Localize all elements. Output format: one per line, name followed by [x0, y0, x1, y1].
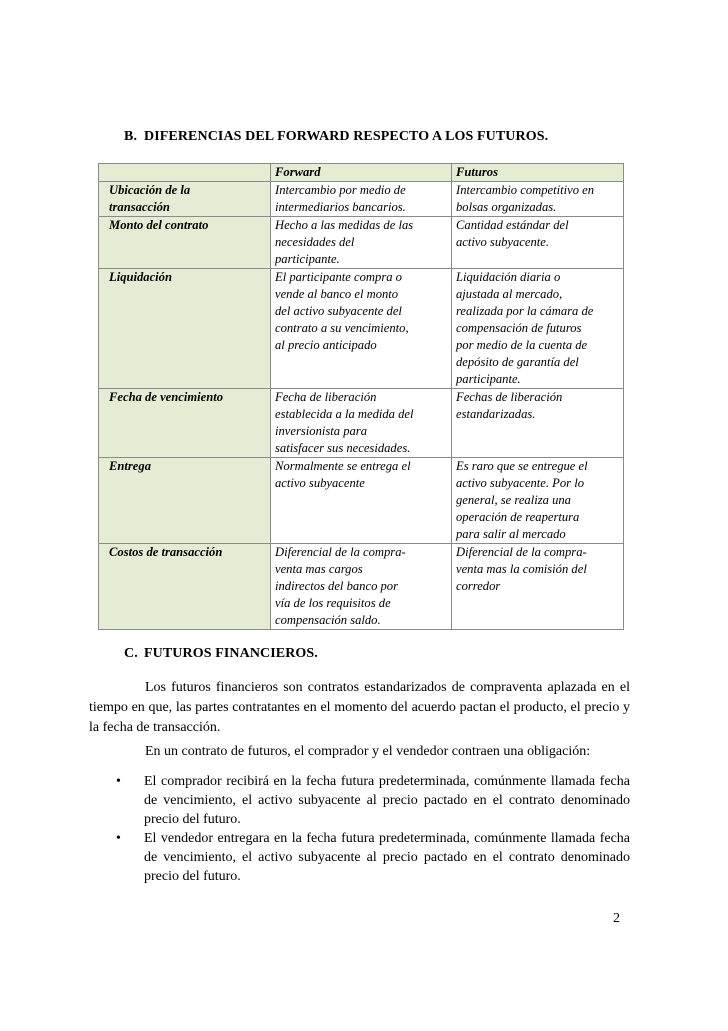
cell-line: intermediarios bancarios. — [275, 200, 406, 214]
paragraph-futuros-definition: Los futuros financieros son contratos estandarizados de compraventa aplazada en el tiempo en que, las partes contratantes en el momento del acuerdo pactan el producto, el precio y la fecha de transacción. — [89, 680, 630, 735]
cell-line: Intercambio competitivo en — [456, 183, 595, 197]
cell-line: realizada por la cámara de — [456, 304, 594, 318]
cell-line: Es raro que se entregue el — [456, 459, 588, 473]
forward-cell — [271, 269, 452, 389]
futures-cell — [452, 217, 624, 269]
row-label-cell — [99, 458, 271, 544]
section-b-letter: B. — [124, 129, 138, 144]
cell-line: Fechas de liberación — [456, 390, 563, 404]
table-row — [99, 217, 624, 269]
cell-line: vende al banco el monto — [275, 287, 399, 301]
table-header-cell-empty — [99, 164, 271, 182]
cell-line: Ubicación de la — [109, 183, 191, 197]
cell-line: vía de los requisitos de — [275, 596, 391, 610]
cell-line: Costos de transacción — [109, 545, 223, 559]
cell-line: Cantidad estándar del — [456, 218, 569, 232]
bullet-icon: • — [116, 831, 121, 846]
table-header-row — [99, 164, 624, 182]
cell-line: Liquidación diaria o — [456, 270, 561, 284]
section-b-title: DIFERENCIAS DEL FORWARD RESPECTO A LOS FUTUROS. — [144, 129, 549, 144]
table-row — [99, 458, 624, 544]
forward-cell — [271, 544, 452, 630]
futures-cell — [452, 458, 624, 544]
cell-line: venta mas cargos — [275, 562, 363, 576]
cell-line: venta mas la comisión del — [456, 562, 587, 576]
bullet-text-vendedor: El vendedor entregara en la fecha futura predeterminada, comúnmente llamada fecha de vencimiento, el activo subyacente al precio pactado en el contrato denominado precio del futuro. — [144, 831, 630, 884]
cell-line: para salir al mercado — [456, 527, 566, 541]
cell-line: establecida a la medida del — [275, 407, 414, 421]
cell-line: indirectos del banco por — [275, 579, 399, 593]
futures-cell — [452, 182, 624, 217]
cell-line: Diferencial de la compra- — [275, 545, 406, 559]
row-label-cell — [99, 217, 271, 269]
cell-line: depósito de garantía del — [456, 355, 579, 369]
table-header-futuros: Futuros — [452, 164, 624, 182]
row-label-cell — [99, 182, 271, 217]
futures-cell — [452, 389, 624, 458]
table-row — [99, 182, 624, 217]
cell-line: bolsas organizadas. — [456, 200, 557, 214]
cell-line: compensación saldo. — [275, 613, 381, 627]
cell-line: Normalmente se entrega el — [275, 459, 411, 473]
page-number: 2 — [613, 911, 620, 926]
cell-line: participante. — [275, 252, 340, 266]
cell-line: del activo subyacente del — [275, 304, 402, 318]
table-row — [99, 544, 624, 630]
cell-line: Intercambio por medio de — [275, 183, 406, 197]
cell-line: Hecho a las medidas de las — [275, 218, 414, 232]
forward-cell — [271, 217, 452, 269]
section-c-letter: C. — [124, 646, 138, 661]
cell-line: participante. — [456, 372, 521, 386]
cell-line: satisfacer sus necesidades. — [275, 441, 411, 455]
cell-line: necesidades del — [275, 235, 355, 249]
cell-line: Diferencial de la compra- — [456, 545, 587, 559]
bullet-text-comprador: El comprador recibirá en la fecha futura predeterminada, comúnmente llamada fecha de vencimiento, el activo subyacente al precio pactado en el contrato denominado precio del futuro. — [144, 774, 630, 827]
futures-cell — [452, 544, 624, 630]
section-c-title: FUTUROS FINANCIEROS. — [144, 646, 318, 661]
section-b-heading — [124, 129, 548, 145]
comparison-table — [98, 163, 624, 630]
list-item — [114, 829, 630, 886]
cell-line: Monto del contrato — [109, 218, 209, 232]
cell-line: por medio de la cuenta de — [456, 338, 588, 352]
cell-line: Entrega — [109, 459, 151, 473]
forward-cell — [271, 389, 452, 458]
cell-line: Fecha de liberación — [275, 390, 377, 404]
cell-line: corredor — [456, 579, 501, 593]
cell-line: estandarizadas. — [456, 407, 536, 421]
row-label-cell — [99, 389, 271, 458]
row-label-cell — [99, 269, 271, 389]
table-header-forward: Forward — [271, 164, 452, 182]
futures-cell — [452, 269, 624, 389]
forward-cell — [271, 182, 452, 217]
table-row — [99, 389, 624, 458]
table-row — [99, 269, 624, 389]
cell-line: contrato a su vencimiento, — [275, 321, 409, 335]
cell-line: ajustada al mercado, — [456, 287, 563, 301]
bullet-icon: • — [116, 774, 121, 789]
section-c-heading — [124, 646, 318, 662]
paragraph-obligation-intro: En un contrato de futuros, el comprador y el vendedor contraen una obligación: — [145, 744, 591, 759]
cell-line: inversionista para — [275, 424, 368, 438]
cell-line: al precio anticipado — [275, 338, 377, 352]
bullet-list — [114, 772, 630, 886]
cell-line: transacción — [109, 200, 170, 214]
cell-line: activo subyacente. — [456, 235, 550, 249]
list-item — [114, 772, 630, 829]
cell-line: compensación de futuros — [456, 321, 582, 335]
cell-line: activo subyacente — [275, 476, 365, 490]
cell-line: El participante compra o — [275, 270, 402, 284]
cell-line: activo subyacente. Por lo — [456, 476, 584, 490]
cell-line: operación de reapertura — [456, 510, 580, 524]
forward-cell — [271, 458, 452, 544]
cell-line: Liquidación — [109, 270, 172, 284]
cell-line: general, se realiza una — [456, 493, 571, 507]
cell-line: Fecha de vencimiento — [109, 390, 224, 404]
row-label-cell — [99, 544, 271, 630]
